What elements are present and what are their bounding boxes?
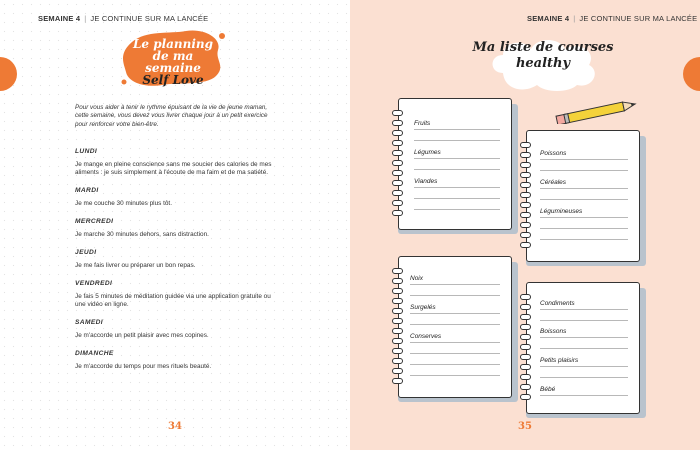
separator: | — [573, 14, 576, 23]
page-number-right: 35 — [514, 418, 536, 436]
separator: | — [84, 14, 87, 23]
notebook-label: Conserves — [410, 333, 442, 340]
day-name: LUNDI — [75, 148, 98, 155]
day-entry — [75, 218, 280, 239]
day-text: Je m'accorde un petit plaisir avec mes copines. — [75, 332, 209, 340]
right-edge-circle — [683, 57, 700, 91]
notebook-label: Condiments — [540, 300, 575, 307]
notebook-label: Poissons — [540, 150, 567, 157]
day-name: SAMEDI — [75, 319, 104, 327]
title-line: healthy — [515, 56, 571, 71]
page-title-right — [458, 40, 628, 72]
day-entry — [75, 319, 280, 340]
day-entry — [75, 187, 280, 208]
title-line: Self Love — [142, 73, 204, 87]
notebook-label: Légumes — [414, 149, 441, 156]
running-head-right — [527, 14, 697, 23]
chapter-title: JE CONTINUE SUR MA LANCÉE — [579, 14, 698, 23]
day-name: MERCREDI — [75, 218, 114, 226]
notebook-label: Noix — [410, 275, 424, 282]
days-list — [75, 148, 280, 381]
notebook-label: Bébé — [540, 386, 556, 393]
day-name: JEUDI — [75, 248, 97, 256]
title-line: de ma semaine — [145, 49, 201, 75]
notebook-label: Légumineuses — [540, 208, 583, 215]
day-entry — [75, 280, 280, 310]
week-label: SEMAINE 4 — [527, 14, 570, 23]
day-text: Je marche 30 minutes dehors, sans distraction. — [75, 231, 209, 239]
day-text: Je me fais livrer ou préparer un bon repas. — [75, 261, 196, 269]
day-entry — [75, 249, 280, 270]
intro-text: Pour vous aider à tenir le rythme épuisant de la vie de jeune maman, cette semaine, vous devez vous livrer chaque jour à un petit exercice pour renforcer votre bien-être. — [75, 104, 268, 128]
day-name: VENDREDI — [75, 279, 113, 287]
notebook-fruits — [390, 96, 520, 236]
day-name: DIMANCHE — [75, 349, 114, 357]
notebook-poissons — [518, 128, 648, 268]
title-line: Le planning — [132, 37, 214, 51]
chapter-title: JE CONTINUE SUR MA LANCÉE — [90, 14, 209, 23]
day-entry — [75, 148, 280, 178]
page-number-left: 34 — [164, 418, 186, 436]
notebook-label: Petits plaisirs — [540, 357, 579, 364]
week-label: SEMAINE 4 — [38, 14, 81, 23]
day-name: MARDI — [75, 187, 99, 195]
notebook-label: Boissons — [540, 328, 567, 335]
notebook-label: Fruits — [414, 120, 431, 127]
notebook-label: Céréales — [540, 179, 567, 186]
notebook-label: Surgelés — [410, 304, 436, 311]
notebook-noix — [390, 254, 520, 404]
day-text: Je fais 5 minutes de méditation guidée via une application gratuite ou une vidéo en ligne. — [75, 292, 271, 309]
notebook-condiments — [518, 280, 648, 420]
day-entry — [75, 350, 280, 371]
notebook-label: Viandes — [414, 178, 438, 185]
day-text: Je me couche 30 minutes plus tôt. — [75, 200, 172, 208]
day-text: Je mange en pleine conscience sans me soucier des calories de mes aliments : je suis simplement à l'écoute de ma faim et de ma satiété. — [75, 161, 272, 177]
day-text: Je m'accorde du temps pour mes rituels beauté. — [75, 362, 212, 370]
pencil-icon — [550, 100, 640, 124]
right-page — [350, 0, 700, 450]
running-head-left — [38, 14, 208, 23]
title-line: Ma liste de courses — [472, 40, 614, 55]
page-title-left — [123, 38, 223, 86]
left-edge-circle — [0, 57, 17, 91]
